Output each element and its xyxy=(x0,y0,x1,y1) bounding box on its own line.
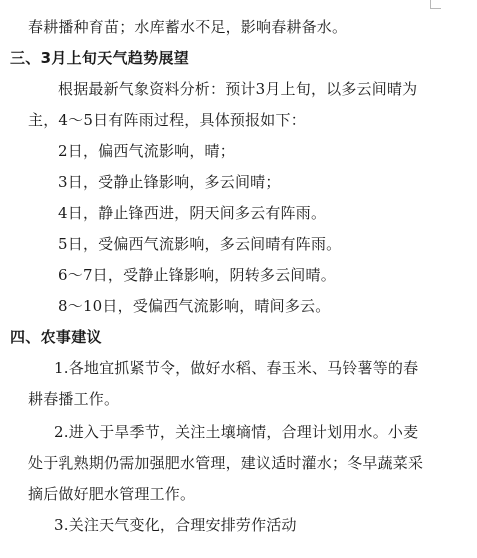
paragraph-line: 3.关注天气变化，合理安排劳作活动 xyxy=(54,516,297,534)
paragraph-line: 摘后做好肥水管理工作。 xyxy=(28,485,196,503)
paragraph-line: 1.各地宜抓紧节令，做好水稻、春玉米、马铃薯等的春 xyxy=(54,359,419,377)
paragraph-line: 2.进入于旱季节，关注土壤墒情，合理计划用水。小麦 xyxy=(54,423,419,441)
section-heading-farming-advice: 四、农事建议 xyxy=(10,328,102,346)
forecast-line: 4日，静止锋西进，阴天间多云有阵雨。 xyxy=(58,204,327,222)
page-corner-mark xyxy=(430,0,441,9)
paragraph-line: 主，4～5日有阵雨过程，具体预报如下： xyxy=(28,111,306,129)
forecast-line: 8～10日，受偏西气流影响，晴间多云。 xyxy=(58,297,331,315)
forecast-line: 6～7日，受静止锋影响，阴转多云间晴。 xyxy=(58,266,336,284)
paragraph-line: 耕春播工作。 xyxy=(28,390,120,408)
forecast-line: 5日，受偏西气流影响，多云间晴有阵雨。 xyxy=(58,235,342,253)
paragraph-line: 春耕播种育苗；水库蓄水不足，影响春耕备水。 xyxy=(28,18,348,36)
paragraph-line: 根据最新气象资料分析：预计3月上旬，以多云间晴为 xyxy=(58,80,418,98)
section-heading-weather-outlook: 三、3月上旬天气趋势展望 xyxy=(10,49,190,67)
forecast-line: 2日，偏西气流影响，晴； xyxy=(58,142,235,160)
paragraph-line: 处于乳熟期仍需加强肥水管理，建议适时灌水；冬早蔬菜采 xyxy=(28,454,424,472)
forecast-line: 3日，受静止锋影响，多云间晴； xyxy=(58,173,281,191)
